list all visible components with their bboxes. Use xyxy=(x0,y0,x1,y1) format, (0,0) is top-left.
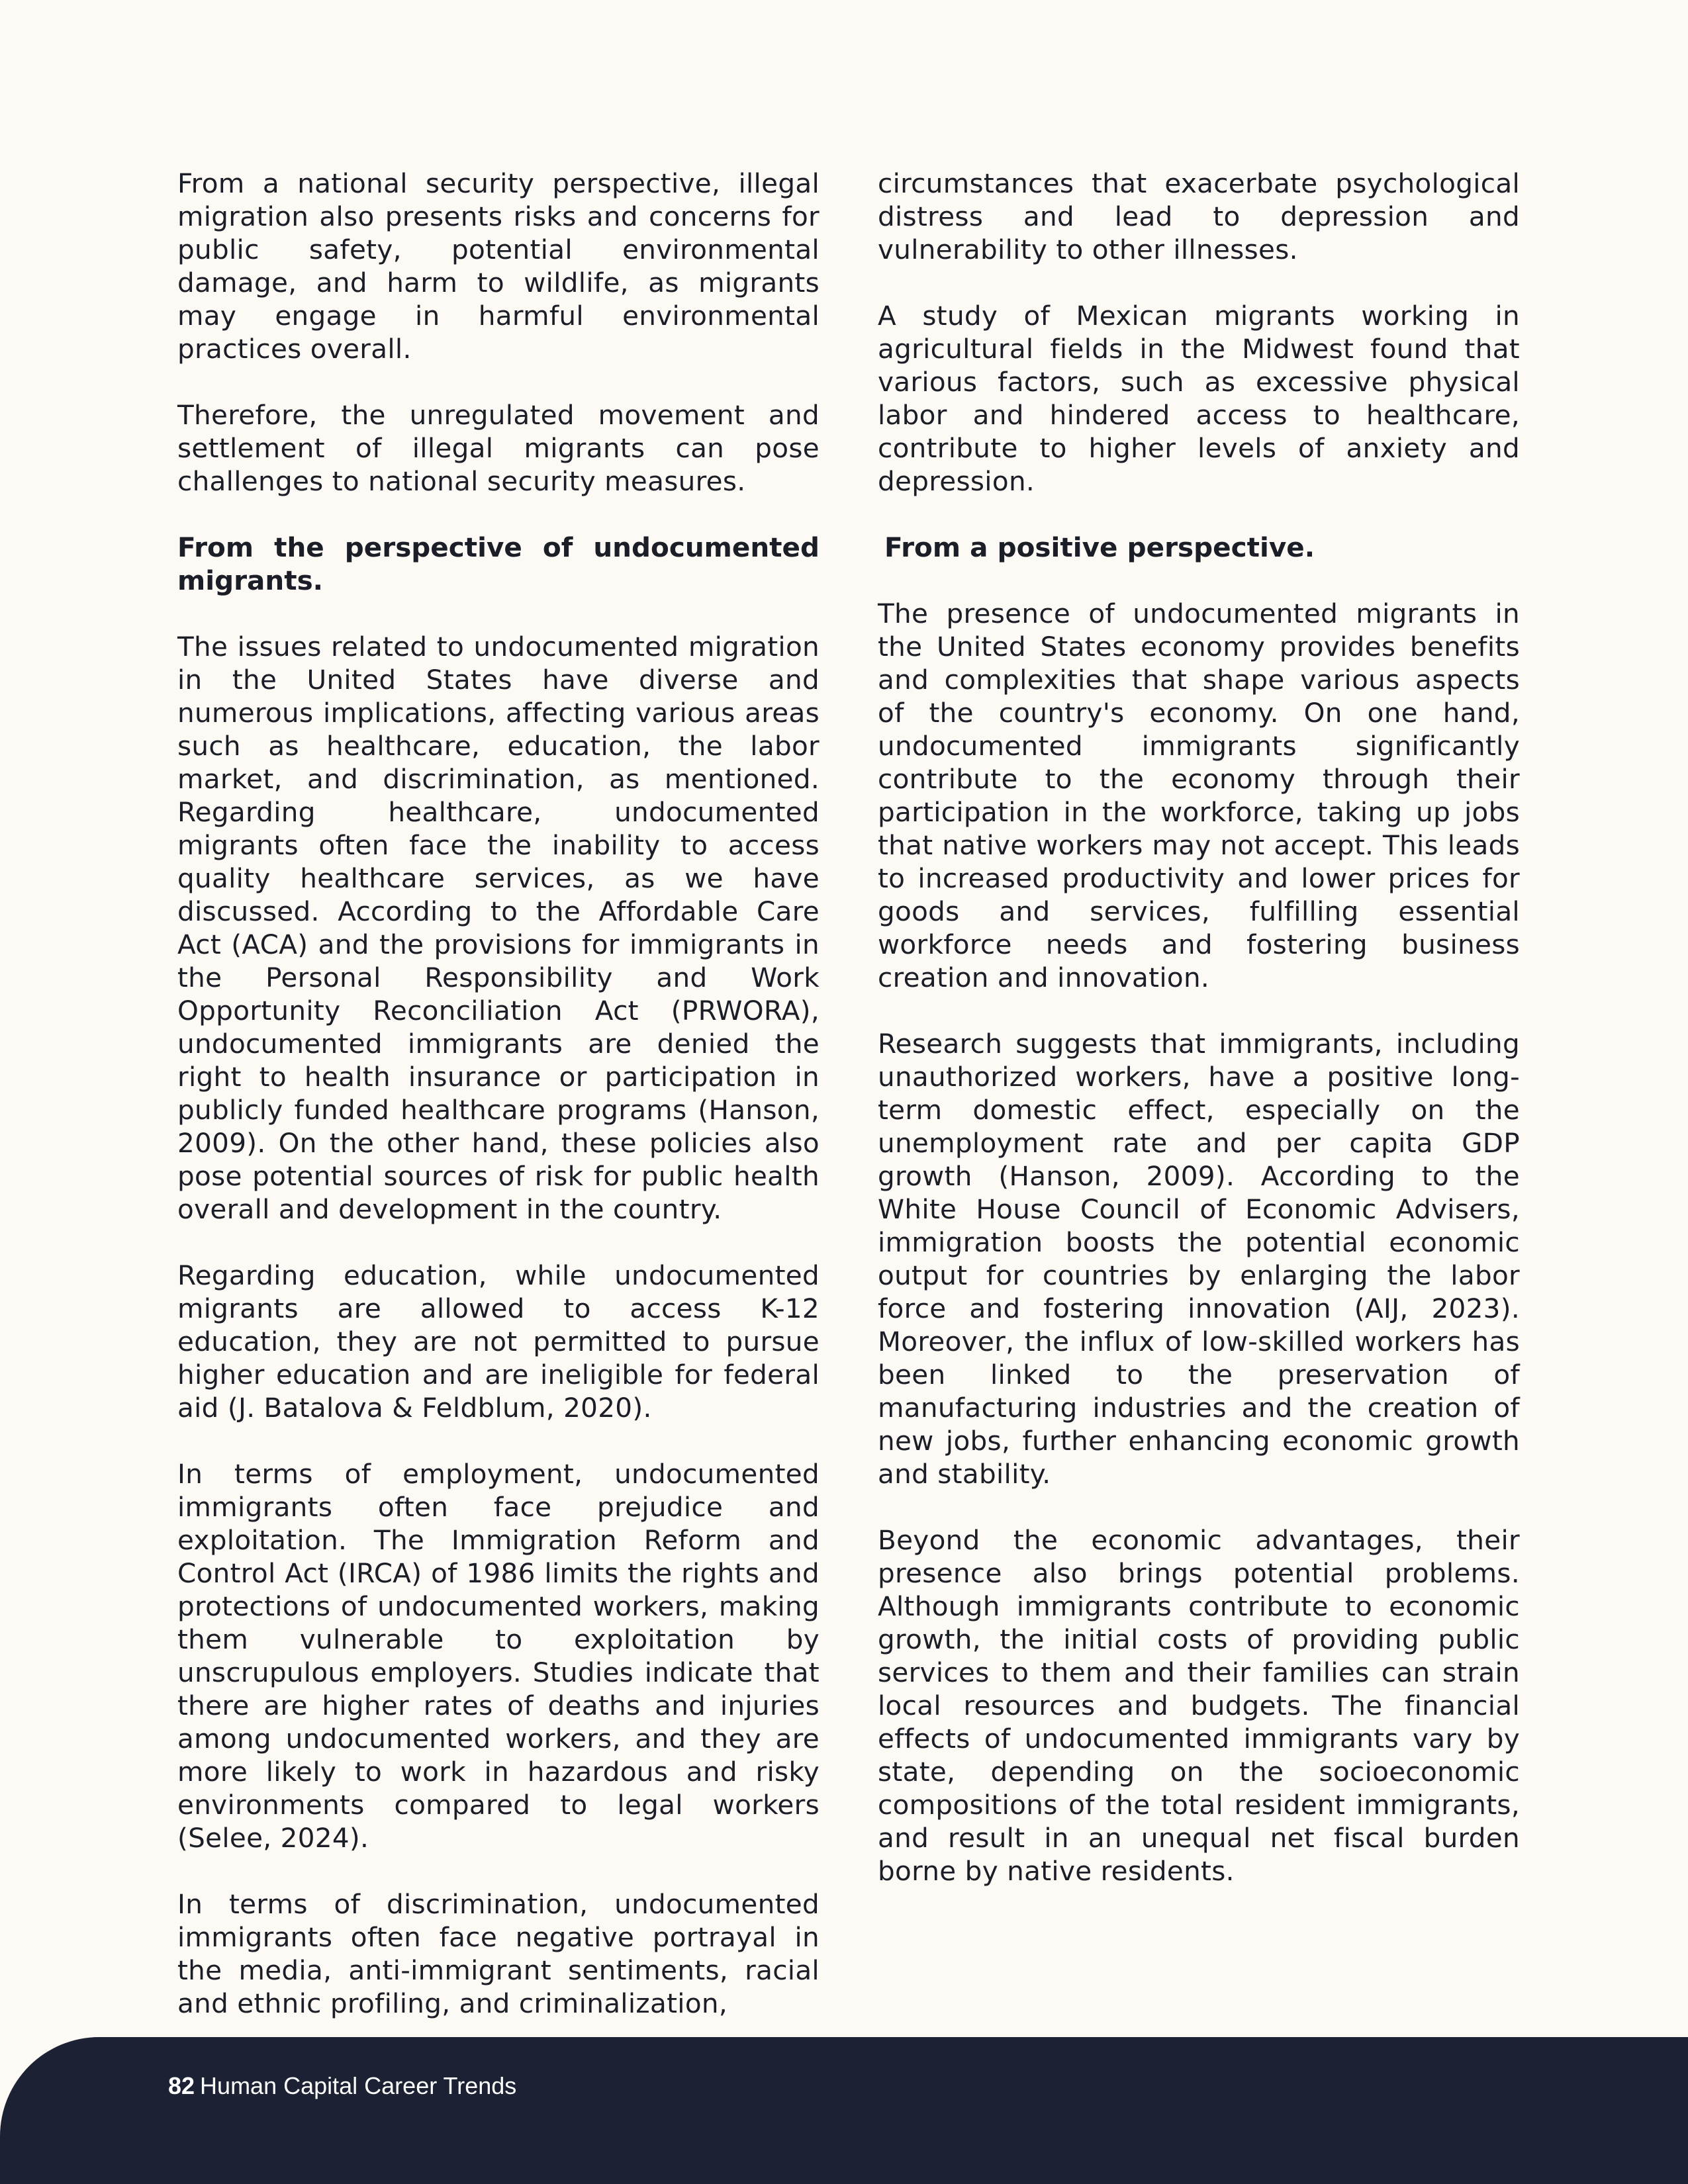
right-paragraph-3: The presence of undocumented migrants in the United States economy provides benefits and complexities that shape various aspects of the country's economy. On one hand, undocumented immigrants significantly contribute to the economy through their participation in the workforce, taking up jobs that native workers may not accept. This leads to increased productivity and lower prices for goods and services, fulfilling essential workforce needs and fostering business creation and innovation. xyxy=(878,598,1520,993)
footer-label xyxy=(168,2071,516,2101)
publication-title: Human Capital Career Trends xyxy=(200,2072,517,2099)
right-paragraph-2: A study of Mexican migrants working in agricultural fields in the Midwest found that various factors, such as excessive physical labor and hindered access to healthcare, contribute to higher levels of anxiety and depression. xyxy=(878,300,1520,497)
section-heading-positive: From a positive perspective. xyxy=(884,531,1315,563)
right-paragraph-5: Beyond the economic advantages, their presence also brings potential problems. Although immigrants contribute to economic growth, the initial costs of providing public services to them and their families can strain local resources and budgets. The financial effects of undocumented immigrants vary by state, depending on the socioeconomic compositions of the total resident immigrants, and result in an unequal net fiscal burden borne by native residents. xyxy=(878,1524,1520,1887)
left-paragraph-4: Regarding education, while undocumented migrants are allowed to access K-12 education, they are not permitted to pursue higher education and are ineligible for federal aid (J. Batalova & Feldblum, 2020). xyxy=(177,1259,820,1424)
left-paragraph-6: In terms of discrimination, undocumented immigrants often face negative portrayal in the media, anti-immigrant sentiments, racial and ethnic profiling, and criminalization, xyxy=(177,1888,820,2019)
page-number: 82 xyxy=(168,2072,195,2099)
left-paragraph-5: In terms of employment, undocumented immigrants often face prejudice and exploitation. The Immigration Reform and Control Act (IRCA) of 1986 limits the rights and protections of undocumented workers, making them vulnerable to exploitation by unscrupulous employers. Studies indicate that there are higher rates of deaths and injuries among undocumented workers, and they are more likely to work in hazardous and risky environments compared to legal workers (Selee, 2024). xyxy=(177,1458,820,1854)
right-paragraph-1: circumstances that exacerbate psychological distress and lead to depression and vulnerability to other illnesses. xyxy=(878,167,1520,265)
left-paragraph-2: Therefore, the unregulated movement and settlement of illegal migrants can pose challenges to national security measures. xyxy=(177,399,820,497)
left-paragraph-1: From a national security perspective, illegal migration also presents risks and concerns for public safety, potential environmental damage, and harm to wildlife, as migrants may engage in harmful environmental practices overall. xyxy=(177,167,820,365)
left-paragraph-3: The issues related to undocumented migration in the United States have diverse and numerous implications, affecting various areas such as healthcare, education, the labor market, and discrimination, as mentioned. Regarding healthcare, undocumented migrants often face the inability to access quality healthcare services, as we have discussed. According to the Affordable Care Act (ACA) and the provisions for immigrants in the Personal Responsibility and Work Opportunity Reconciliation Act (PRWORA), undocumented immigrants are denied the right to health insurance or participation in publicly funded healthcare programs (Hanson, 2009). On the other hand, these policies also pose potential sources of risk for public health overall and development in the country. xyxy=(177,631,820,1225)
right-paragraph-4: Research suggests that immigrants, including unauthorized workers, have a positive long-term domestic effect, especially on the unemployment rate and per capita GDP growth (Hanson, 2009). According to the White House Council of Economic Advisers, immigration boosts the potential economic output for countries by enlarging the labor force and fostering innovation (AIJ, 2023). Moreover, the influx of low-skilled workers has been linked to the preservation of manufacturing industries and the creation of new jobs, further enhancing economic growth and stability. xyxy=(878,1028,1520,1490)
left-column xyxy=(177,167,820,2020)
right-column xyxy=(878,167,1520,1921)
section-heading-undocumented: From the perspective of undocumented migrants. xyxy=(177,531,820,596)
footer-bar xyxy=(0,2037,1688,2184)
